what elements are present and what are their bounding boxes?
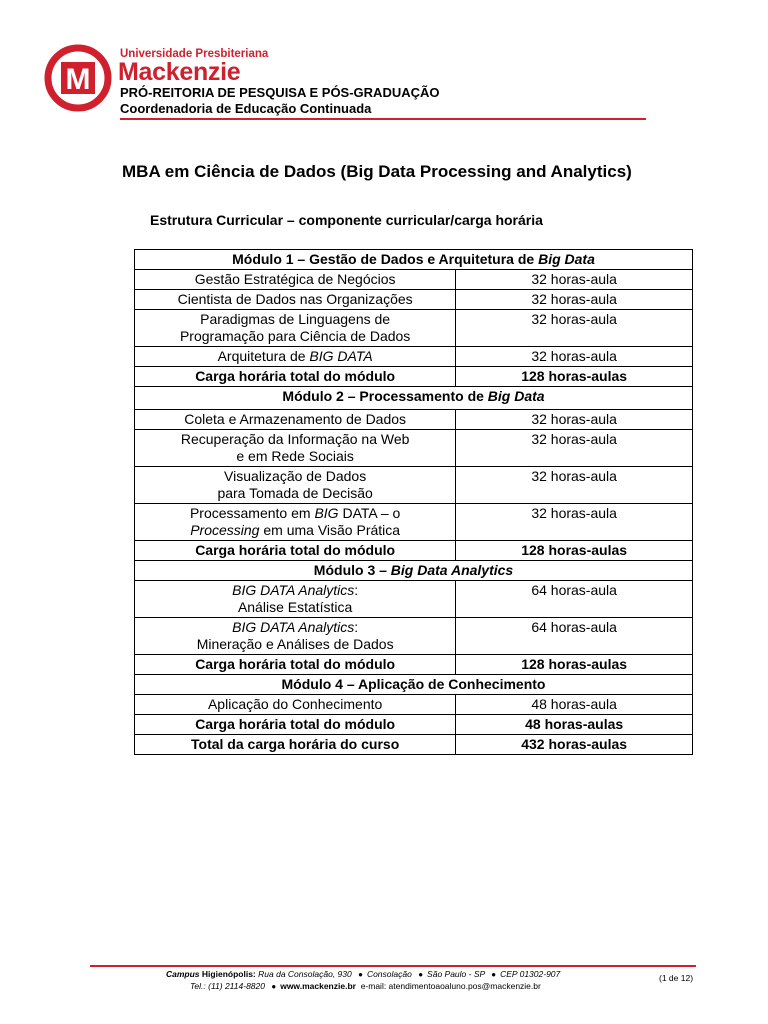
bullet-icon: ●: [491, 970, 497, 979]
module-total-hours: 128 horas-aulas: [456, 367, 693, 387]
course-hours: 32 horas-aula: [456, 430, 693, 467]
course-hours: 32 horas-aula: [456, 270, 693, 290]
module-heading: Módulo 3 – Big Data Analytics: [135, 561, 693, 581]
course-hours: 32 horas-aula: [456, 467, 693, 504]
module-total-label: Carga horária total do módulo: [135, 715, 456, 735]
city: São Paulo - SP: [427, 969, 485, 979]
logo-letter: M: [65, 63, 91, 96]
module-total-label: Carga horária total do módulo: [135, 541, 456, 561]
table-row: [135, 467, 693, 504]
table-row: [135, 581, 693, 618]
district: Consolação: [366, 969, 412, 979]
module-total-hours: 48 horas-aulas: [456, 715, 693, 735]
table-row: [135, 347, 693, 367]
course-hours: 32 horas-aula: [456, 310, 693, 347]
website-link[interactable]: www.mackenzie.br: [280, 981, 356, 991]
module-heading: Módulo 2 – Processamento de Big Data: [135, 387, 693, 410]
course-total-hours: 432 horas-aulas: [456, 735, 693, 755]
footer-address: [166, 969, 560, 979]
module-total-label: Carga horária total do módulo: [135, 367, 456, 387]
university-name: Mackenzie: [118, 58, 241, 86]
address: Rua da Consolação, 930: [258, 969, 352, 979]
module-total-row: [135, 655, 693, 675]
university-name-small: Universidade Presbiteriana: [120, 48, 269, 60]
module-total-row: [135, 367, 693, 387]
phone: Tel.: (11) 2114-8820: [190, 981, 265, 991]
course-name: Coleta e Armazenamento de Dados: [135, 410, 456, 430]
course-name: BIG DATA Analytics: Mineração e Análises de Dados: [135, 618, 456, 655]
module-heading-row: [135, 387, 693, 410]
page-number: (1 de 12): [659, 973, 694, 983]
module-total-row: [135, 715, 693, 735]
course-name: Processamento em BIG DATA – o Processing em uma Visão Prática: [135, 504, 456, 541]
table-row: [135, 410, 693, 430]
pro-reitoria-label: PRÓ-REITORIA DE PESQUISA E PÓS-GRADUAÇÃO: [120, 85, 440, 100]
course-hours: 32 horas-aula: [456, 504, 693, 541]
course-name: Recuperação da Informação na Web e em Rede Sociais: [135, 430, 456, 467]
course-hours: 64 horas-aula: [456, 581, 693, 618]
module-total-hours: 128 horas-aulas: [456, 541, 693, 561]
course-total-label: Total da carga horária do curso: [135, 735, 456, 755]
course-hours: 32 horas-aula: [456, 290, 693, 310]
bullet-icon: ●: [418, 970, 424, 979]
course-name: BIG DATA Analytics: Análise Estatística: [135, 581, 456, 618]
campus-name: Higienópolis:: [201, 969, 256, 979]
course-hours: 32 horas-aula: [456, 347, 693, 367]
course-hours: 48 horas-aula: [456, 695, 693, 715]
table-row: [135, 290, 693, 310]
module-total-hours: 128 horas-aulas: [456, 655, 693, 675]
module-heading-row: [135, 561, 693, 581]
module-heading-row: [135, 675, 693, 695]
table-row: [135, 270, 693, 290]
footer-contact: [190, 981, 541, 991]
footer-divider: [90, 965, 696, 967]
bullet-icon: ●: [358, 970, 363, 979]
table-row: [135, 618, 693, 655]
course-name: Gestão Estratégica de Negócios: [135, 270, 456, 290]
cep: CEP 01302-907: [500, 969, 561, 979]
course-name: Visualização de Dados para Tomada de Decisão: [135, 467, 456, 504]
module-heading: Módulo 4 – Aplicação de Conhecimento: [135, 675, 693, 695]
course-name: Arquitetura de BIG DATA: [135, 347, 456, 367]
mackenzie-logo: [44, 44, 112, 112]
table-row: [135, 310, 693, 347]
module-total-label: Carga horária total do módulo: [135, 655, 456, 675]
course-name: Paradigmas de Linguagens de Programação para Ciência de Dados: [135, 310, 456, 347]
document-title: MBA em Ciência de Dados (Big Data Processing and Analytics): [122, 162, 632, 181]
course-hours: 64 horas-aula: [456, 618, 693, 655]
coordenadoria-label: Coordenadoria de Educação Continuada: [120, 101, 372, 116]
course-hours: 32 horas-aula: [456, 410, 693, 430]
document-subtitle: Estrutura Curricular – componente curricular/carga horária: [150, 212, 543, 228]
bullet-icon: ●: [271, 982, 277, 991]
course-name: Cientista de Dados nas Organizações: [135, 290, 456, 310]
table-row: [135, 504, 693, 541]
table-row: [135, 430, 693, 467]
email[interactable]: e-mail: atendimentoaoaluno.pos@mackenzie.br: [360, 981, 541, 991]
module-heading-row: [135, 250, 693, 270]
module-heading: Módulo 1 – Gestão de Dados e Arquitetura de Big Data: [135, 250, 693, 270]
module-total-row: [135, 541, 693, 561]
course-total-row: [135, 735, 693, 755]
course-name: Aplicação do Conhecimento: [135, 695, 456, 715]
curriculum-table: [134, 249, 693, 755]
header-divider: [120, 118, 646, 120]
table-row: [135, 695, 693, 715]
campus-label: Campus: [166, 969, 200, 979]
